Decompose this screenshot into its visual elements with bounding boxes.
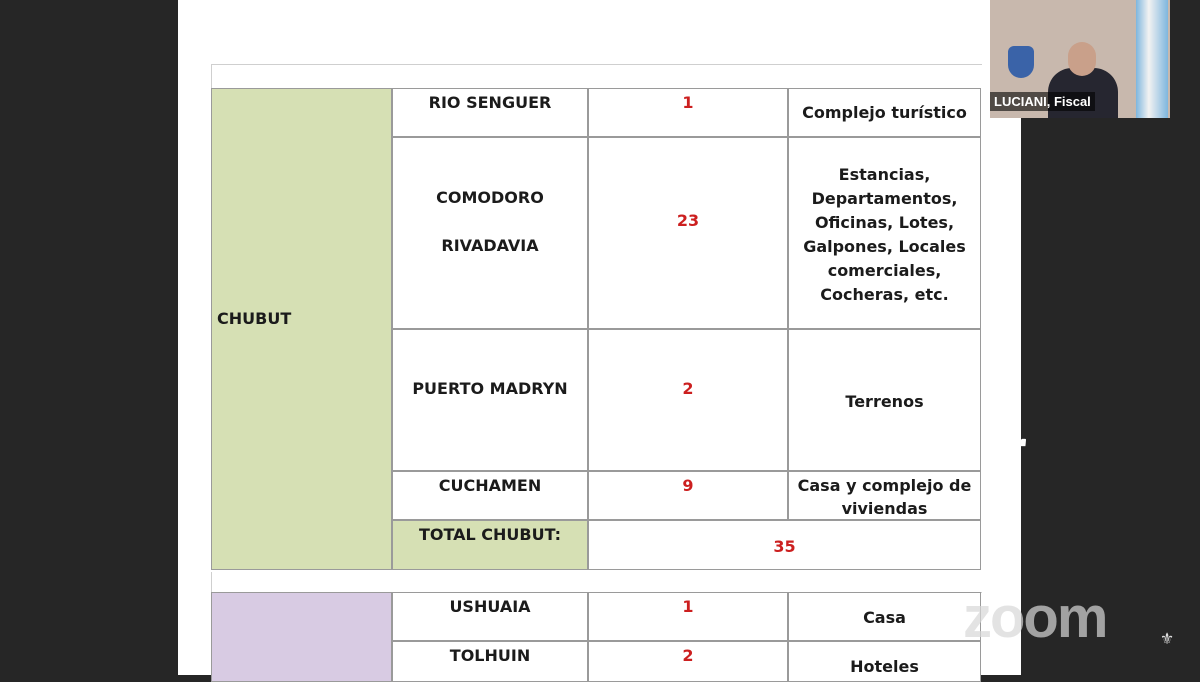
count-value: 23: [676, 211, 700, 230]
count-cell: [588, 641, 788, 682]
type-line: Cocheras, etc.: [820, 285, 949, 304]
type-label: Terrenos: [845, 392, 924, 411]
location-label-line2: RIVADAVIA: [441, 236, 539, 255]
participant-name: LUCIANI, Fiscal: [990, 92, 1095, 111]
total-label: TOTAL CHUBUT:: [418, 525, 562, 544]
location-label: RIO SENGUER: [428, 93, 552, 112]
location-label-line1: COMODORO: [436, 188, 544, 207]
count-value: 1: [682, 93, 694, 112]
type-line: Oficinas, Lotes,: [814, 213, 955, 232]
count-cell: [588, 592, 788, 641]
type-cell: [788, 137, 981, 329]
province-label: CHUBUT: [217, 309, 292, 328]
seal-icon: ⚜: [1159, 629, 1175, 648]
location-cell: [392, 641, 588, 682]
participant-head: [1068, 42, 1096, 76]
type-line: viviendas: [841, 499, 928, 518]
location-label: USHUAIA: [449, 597, 531, 616]
location-label: PUERTO MADRYN: [412, 379, 568, 398]
province-cell-chubut: [211, 88, 392, 570]
type-line: Casa y complejo de: [797, 476, 972, 495]
location-label: TOLHUIN: [449, 646, 531, 665]
type-line: Departamentos,: [811, 189, 958, 208]
location-label: CUCHAMEN: [438, 476, 542, 495]
zoom-logo: zoom: [963, 585, 1107, 650]
location-cell: [392, 137, 588, 329]
count-cell: [588, 88, 788, 137]
type-cell: [788, 329, 981, 471]
type-label: Casa: [863, 608, 906, 627]
flag-icon: [1136, 0, 1168, 118]
type-line: Estancias,: [838, 165, 931, 184]
count-cell: [588, 329, 788, 471]
type-line: Galpones, Locales: [803, 237, 966, 256]
type-line: comerciales,: [827, 261, 942, 280]
emblem-icon: [1008, 46, 1034, 78]
location-cell: [392, 471, 588, 520]
hand-cursor-icon: ☚: [1013, 433, 1028, 452]
count-cell: [588, 471, 788, 520]
type-cell: [788, 471, 981, 520]
location-cell: [392, 88, 588, 137]
total-value-cell: [588, 520, 981, 570]
count-cell: [588, 137, 788, 329]
type-cell: [788, 641, 981, 682]
location-cell: [392, 329, 588, 471]
province-cell-next: [211, 592, 392, 682]
type-label: Hoteles: [850, 657, 919, 676]
count-value: 2: [682, 646, 694, 665]
table-bottom-edge: [211, 572, 982, 593]
participant-video[interactable]: [990, 0, 1170, 118]
count-value: 2: [682, 379, 694, 398]
count-value: 9: [682, 476, 694, 495]
type-label: Complejo turístico: [802, 103, 967, 122]
count-value: 1: [682, 597, 694, 616]
type-cell: [788, 88, 981, 137]
type-cell: [788, 592, 981, 641]
location-cell: [392, 592, 588, 641]
total-value: 35: [773, 537, 796, 556]
total-label-cell: [392, 520, 588, 570]
table-top-edge: [211, 64, 982, 91]
